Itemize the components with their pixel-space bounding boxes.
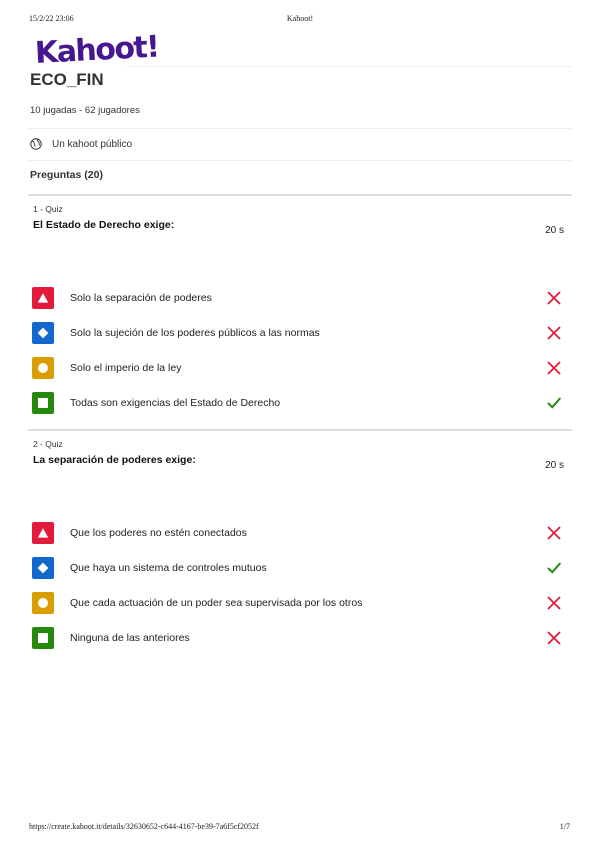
print-title: Kahoot! — [286, 14, 314, 23]
answer-shape — [32, 322, 54, 344]
answer-row — [32, 287, 572, 309]
print-url: https://create.kahoot.it/details/32630652-c644-4167-be39-7a6f5cf2052f — [29, 822, 259, 831]
square-icon — [37, 397, 49, 409]
visibility-label: Un kahoot público — [52, 138, 133, 150]
diamond-icon — [37, 562, 49, 574]
circle-icon — [37, 362, 49, 374]
question-type: 2 - Quiz — [33, 439, 63, 449]
answer-text: Solo el imperio de la ley — [70, 362, 182, 374]
answer-row — [32, 322, 572, 344]
globe-icon — [30, 138, 42, 150]
answer-text: Todas son exigencias del Estado de Derecho — [70, 397, 281, 409]
answer-text: Ninguna de las anteriores — [70, 632, 190, 644]
cross-icon — [546, 360, 562, 376]
cross-icon — [546, 290, 562, 306]
question-time: 20 s — [545, 460, 564, 471]
answer-row — [32, 627, 572, 649]
answer-shape — [32, 357, 54, 379]
question-time: 20 s — [545, 225, 564, 236]
question-text: El Estado de Derecho exige: — [33, 219, 175, 231]
answer-row — [32, 557, 572, 579]
cross-icon — [546, 325, 562, 341]
cross-icon — [546, 630, 562, 646]
answer-shape — [32, 287, 54, 309]
triangle-icon — [37, 292, 49, 304]
question-card — [28, 194, 572, 419]
question-text: La separación de poderes exige: — [33, 454, 196, 466]
answer-text: Solo la sujeción de los poderes públicos a las normas — [70, 327, 320, 339]
cross-icon — [546, 525, 562, 541]
questions-heading: Preguntas (20) — [30, 169, 103, 181]
triangle-icon — [37, 527, 49, 539]
answer-shape — [32, 592, 54, 614]
answer-row — [32, 392, 572, 414]
question-type: 1 - Quiz — [33, 204, 63, 214]
kahoot-logo[interactable]: Kahoot! — [34, 29, 160, 71]
divider — [127, 66, 572, 67]
print-datetime: 15/2/22 23:06 — [29, 14, 74, 23]
answer-shape — [32, 522, 54, 544]
check-icon — [546, 560, 562, 576]
answer-text: Que haya un sistema de controles mutuos — [70, 562, 267, 574]
divider — [28, 160, 572, 161]
answer-row — [32, 522, 572, 544]
question-card — [28, 429, 572, 654]
diamond-icon — [37, 327, 49, 339]
answer-shape — [32, 557, 54, 579]
divider — [28, 194, 572, 196]
answer-row — [32, 592, 572, 614]
answer-text: Que cada actuación de un poder sea supervisada por los otros — [70, 597, 363, 609]
answer-shape — [32, 627, 54, 649]
answer-row — [32, 357, 572, 379]
page-number: 1/7 — [559, 822, 570, 831]
page-title: ECO_FIN — [30, 70, 104, 89]
cross-icon — [546, 595, 562, 611]
answer-text: Solo la separación de poderes — [70, 292, 212, 304]
answer-text: Que los poderes no estén conectados — [70, 527, 247, 539]
divider — [28, 128, 572, 129]
check-icon — [546, 395, 562, 411]
visibility-row — [30, 138, 132, 150]
circle-icon — [37, 597, 49, 609]
answer-shape — [32, 392, 54, 414]
play-stats: 10 jugadas - 62 jugadores — [30, 105, 140, 116]
square-icon — [37, 632, 49, 644]
divider — [28, 429, 572, 431]
